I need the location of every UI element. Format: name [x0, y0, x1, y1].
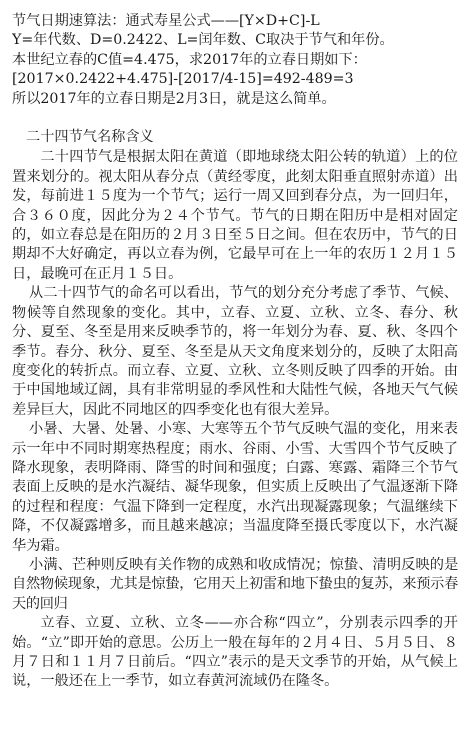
paragraph-temperature: 小暑、大暑、处暑、小寒、大寒等五个节气反映气温的变化，用来表示一年中不同时期寒热程度；雨水、谷雨、小雪、大雪四个节气反映了降水现象，表明降雨、降雪的时间和强度；白露、寒露、霜降三个节气表面上反映的是水汽凝结、凝华现象，但实质上反映出了气温逐渐下降的过程和程度：气温下降到一定程度，水汽出现凝露现象；气温继续下降，不仅凝露增多，而且越来越凉；当温度降至摄氏零度以下，水汽凝华为霜。 — [12, 421, 458, 554]
paragraph-definition: 二十四节气是根据太阳在黄道（即地球绕太阳公转的轨道）上的位置来划分的。视太阳从春分点（黄经零度，此刻太阳垂直照射赤道）出发，每前进１５度为一个节气；运行一周又回到春分点，为一回归年，合３６０度，因此分为２４个节气。节气的日期在阳历中是相对固定的，如立春总是在阳历的２月３日至５日之间。但在农历中，节气的日期却不大好确定，再以立春为例，它最早可在上一年的农历１２月１５日，最晚可在正月１５日。 — [12, 149, 458, 282]
formula-variables: Y=年代数、D=0.2422、L=闰年数、C取决于节气和年份。 — [12, 32, 394, 49]
formula-title: 节气日期速算法：通式寿星公式——[Y×D+C]-L — [12, 13, 320, 29]
paragraph-naming: 从二十四节气的命名可以看出，节气的划分充分考虑了季节、气候、物候等自然现象的变化。其中，立春、立夏、立秋、立冬、春分、秋分、夏至、冬至是用来反映季节的，将一年划分为春、夏、秋、冬四个季节。春分、秋分、夏至、冬至是从天文角度来划分的，反映了太阳高度变化的转折点。而立春、立夏、立秋、立冬则反映了四季的开始。由于中国地域辽阔，具有非常明显的季风性和大陆性气候，各地天气气候差异巨大，因此不同地区的四季变化也有很大差异。 — [12, 285, 458, 418]
formula-calculation: [2017×0.2422+4.475]-[2017/4-15]=492-489=3 — [12, 71, 354, 88]
formula-result: 所以2017年的立春日期是2月3日，就是这么简单。 — [12, 90, 336, 107]
formula-intro — [12, 12, 458, 109]
section-gap — [12, 109, 458, 128]
paragraph-four-beginnings: 立春、立夏、立秋、立冬——亦合称“四立”，分别表示四季的开始。“立”即开始的意思。公历上一般在每年的２月４日、５月５日、８月７日和１１月７日前后。“四立”表示的是天文季节的开始，从气候上说，一般还在上一季节，如立春黄河流域仍在隆冬。 — [12, 615, 458, 690]
section-heading: 二十四节气名称含义 — [26, 129, 154, 146]
formula-c-value: 本世纪立春的C值=4.475，求2017年的立春日期如下： — [12, 51, 367, 68]
paragraph-phenology: 小满、芒种则反映有关作物的成熟和收成情况；惊蛰、清明反映的是自然物候现象，尤其是惊蛰，它用天上初雷和地下蛰虫的复苏，来预示春天的回归 — [12, 556, 458, 612]
